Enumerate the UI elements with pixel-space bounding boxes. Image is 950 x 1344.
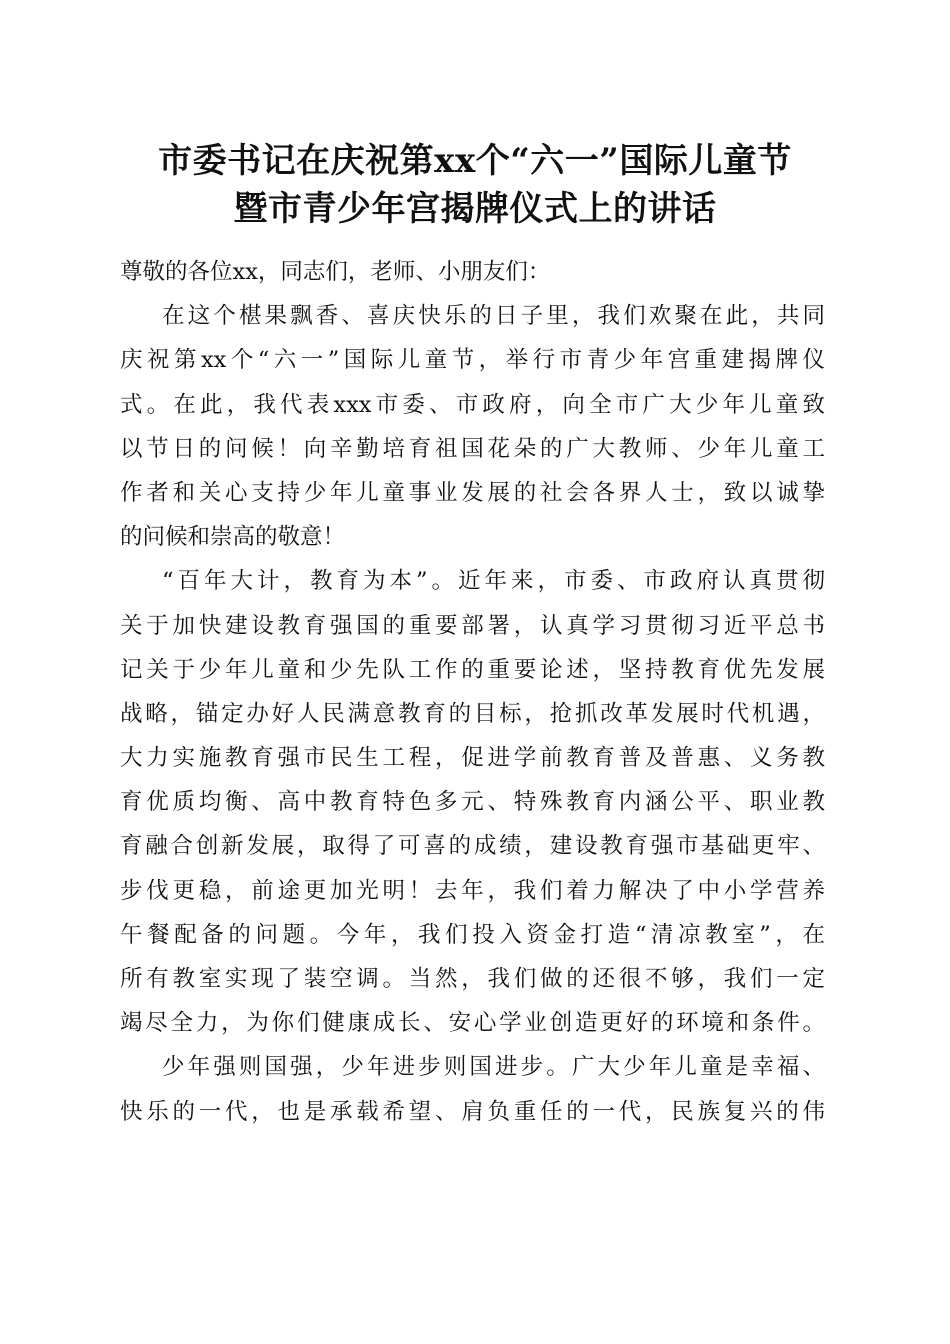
paragraph-line: 的问候和崇高的敬意！ <box>120 524 346 551</box>
paragraph-line: 所有教室实现了装空调。当然，我们做的还很不够，我们一定 <box>120 966 825 992</box>
paragraph-line: 作者和关心支持少年儿童事业发展的社会各界人士，致以诚挚 <box>120 479 825 506</box>
paragraph-1 <box>120 294 825 559</box>
paragraph-line: 记关于少年儿童和少先队工作的重要论述，坚持教育优先发展 <box>120 656 825 683</box>
title-line-1: 市委书记在庆祝第xx个“六一”国际儿童节 <box>158 141 792 181</box>
paragraph-line: 以节日的问候！向辛勤培育祖国花朵的广大教师、少年儿童工 <box>120 435 825 462</box>
paragraph-line: 育融合创新发展，取得了可喜的成绩，建设教育强市基础更牢、 <box>120 833 825 860</box>
greeting: 尊敬的各位xx，同志们，老师、小朋友们： <box>120 259 551 285</box>
paragraph-line: 少年强则国强，少年进步则国进步。广大少年儿童是幸福、 <box>162 1054 825 1081</box>
paragraph-line: 关于加快建设教育强国的重要部署，认真学习贯彻习近平总书 <box>120 612 825 639</box>
paragraph-line: 式。在此，我代表xxx市委、市政府，向全市广大少年儿童致 <box>120 391 825 418</box>
title-line-2: 暨市青少年宫揭牌仪式上的讲话 <box>233 189 717 229</box>
paragraph-2 <box>120 559 825 1045</box>
paragraph-line: 大力实施教育强市民生工程，促进学前教育普及普惠、义务教 <box>120 745 825 772</box>
paragraph-line: “百年大计，教育为本”。近年来，市委、市政府认真贯彻 <box>162 568 825 595</box>
paragraph-line: 步伐更稳，前途更加光明！去年，我们着力解决了中小学营养 <box>120 877 825 904</box>
paragraph-3 <box>120 1045 825 1133</box>
paragraph-line: 竭尽全力，为你们健康成长、安心学业创造更好的环境和条件。 <box>120 1010 825 1037</box>
paragraph-line: 育优质均衡、高中教育特色多元、特殊教育内涵公平、职业教 <box>120 789 825 816</box>
paragraph-line: 战略，锚定办好人民满意教育的目标，抢抓改革发展时代机遇， <box>120 700 825 727</box>
paragraph-line: 午餐配备的问题。今年，我们投入资金打造“清凉教室”，在 <box>120 921 825 948</box>
paragraph-line: 在这个椹果飘香、喜庆快乐的日子里，我们欢聚在此，共同 <box>162 303 825 330</box>
speech-body <box>120 250 825 1134</box>
paragraph-line: 快乐的一代，也是承载希望、肩负重任的一代，民族复兴的伟 <box>120 1098 825 1125</box>
paragraph-line: 庆祝第xx个“六一”国际儿童节，举行市青少年宫重建揭牌仪 <box>120 347 825 374</box>
